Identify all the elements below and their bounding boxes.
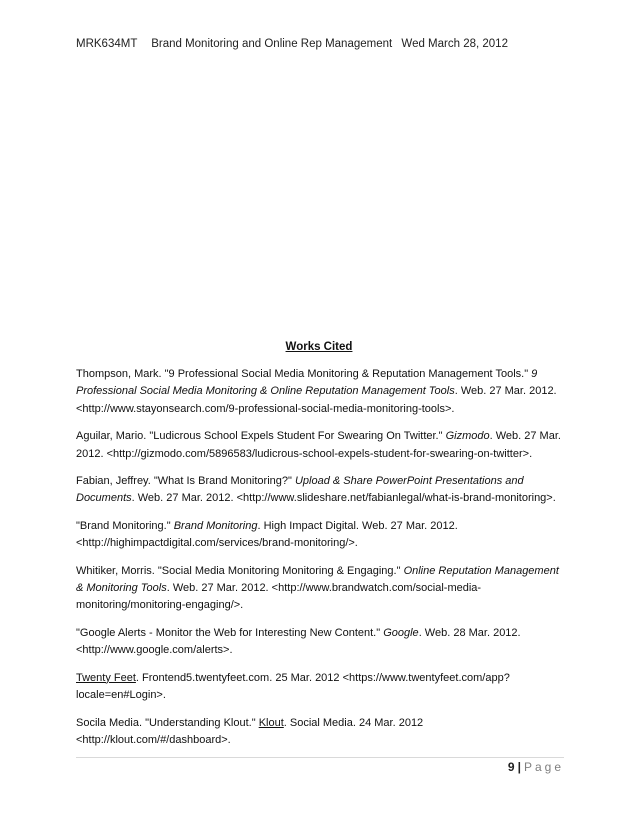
citation-text: Fabian, Jeffrey. "What Is Brand Monitoring?" (76, 475, 295, 488)
citation-entry (76, 473, 568, 508)
citation-entry (76, 670, 568, 705)
klout-link[interactable]: Klout (258, 716, 284, 729)
citation-entry (76, 625, 568, 660)
citation-source: Online Reputation Management & Monitoring Tools (76, 564, 559, 595)
works-cited-list (76, 366, 568, 759)
citation-details: . Web. 27 Mar. 2012. <http://www.slideshare.net/fabianlegal/what-is-brand-monitoring>. (131, 492, 556, 505)
citation-details: . Web. 27 Mar. 2012. <http://gizmodo.com/5896583/ludicrous-school-expels-student-for-swearing-on-twitter>. (76, 430, 561, 460)
document-title: Brand Monitoring and Online Rep Management (151, 38, 393, 50)
citation-text: "Brand Monitoring." (76, 519, 174, 532)
citation-text: Socila Media. "Understanding Klout." (76, 716, 259, 729)
course-code: MRK634MT (76, 38, 138, 50)
works-cited-heading: Works Cited (285, 341, 353, 353)
citation-source: Brand Monitoring (173, 519, 258, 532)
citation-entry (76, 428, 568, 463)
footer-separator: | (517, 760, 521, 774)
citation-details: . Web. 27 Mar. 2012. <http://www.brandwatch.com/social-media-monitoring/monitoring-engaging/>. (76, 582, 482, 612)
document-date: Wed March 28, 2012 (401, 38, 508, 50)
citation-text: "Google Alerts - Monitor the Web for Interesting New Content." (76, 626, 384, 639)
citation-source: 9 Professional Social Media Monitoring & Online Reputation Management Tools (76, 368, 538, 398)
page-footer (508, 760, 564, 774)
citation-text: Aguilar, Mario. "Ludicrous School Expels Student For Swearing On Twitter." (76, 430, 446, 443)
citation-entry (76, 563, 568, 615)
citation-details: . Social Media. 24 Mar. 2012 <http://klout.com/#/dashboard>. (76, 716, 424, 746)
page-header (76, 38, 508, 50)
page-number: 9 (507, 760, 515, 774)
footer-divider (76, 757, 564, 758)
citation-details: . High Impact Digital. Web. 27 Mar. 2012. <http://highimpactdigital.com/services/brand-monitoring/>. (76, 519, 458, 550)
citation-text: Whitiker, Morris. "Social Media Monitoring Monitoring & Engaging." (76, 564, 404, 577)
citation-entry (76, 715, 568, 750)
citation-entry (76, 366, 568, 418)
citation-details: . Web. 28 Mar. 2012. <http://www.google.com/alerts>. (76, 626, 521, 657)
page-label: Page (523, 760, 564, 774)
citation-source: Gizmodo (445, 430, 490, 443)
citation-entry (76, 518, 568, 553)
twenty-feet-link[interactable]: Twenty Feet (76, 671, 136, 684)
citation-details: . Frontend5.twentyfeet.com. 25 Mar. 2012 <https://www.twentyfeet.com/app?locale=en#Login>. (76, 671, 510, 702)
citation-source: Upload & Share PowerPoint Presentations and Documents (76, 475, 524, 505)
citation-text: Thompson, Mark. "9 Professional Social Media Monitoring & Reputation Management Tools." (76, 368, 532, 380)
citation-details: . Web. 27 Mar. 2012. <http://www.stayonsearch.com/9-professional-social-media-monitoring-tools>. (76, 385, 557, 415)
citation-source: Google (383, 626, 419, 639)
